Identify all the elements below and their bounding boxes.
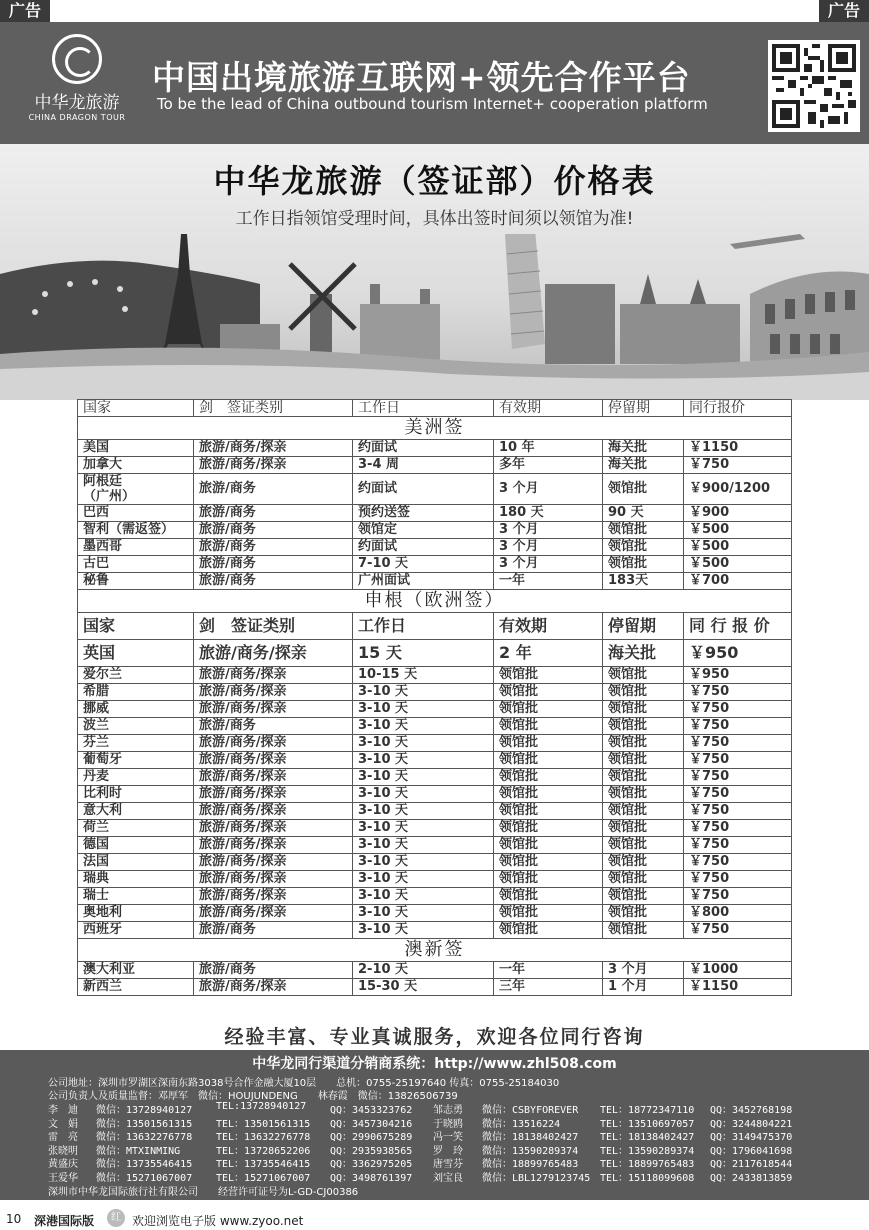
contact-name: 黄盛庆	[48, 1159, 78, 1171]
table-cell: 意大利	[78, 803, 194, 820]
table-cell: 爱尔兰	[78, 667, 194, 684]
table-cell: 一年	[494, 962, 603, 979]
contact-detail: QQ：1796041698	[710, 1145, 793, 1157]
section-title: 申根（欧洲签）	[78, 590, 792, 613]
table-row	[78, 457, 792, 474]
table-cell: 荷兰	[78, 820, 194, 837]
table-cell: 智利（需返签）	[78, 522, 194, 539]
table-cell: ￥750	[684, 718, 792, 735]
table-row	[78, 735, 792, 752]
table-cell: 领馆批	[603, 820, 684, 837]
table-cell: ￥500	[684, 539, 792, 556]
contact-detail: QQ：2990675289	[330, 1132, 413, 1144]
logo-name: 中华龙旅游	[34, 93, 120, 113]
ad-label-left: 广告	[0, 0, 50, 22]
contact-name: 雷 亮	[48, 1132, 78, 1144]
contact-detail: QQ：3244804221	[710, 1118, 793, 1130]
table-cell: 领馆批	[494, 905, 603, 922]
table-cell: ￥950	[684, 640, 792, 667]
table-cell: 领馆批	[494, 786, 603, 803]
table-row	[78, 684, 792, 701]
table-cell: 领馆批	[603, 556, 684, 573]
table-cell: 法国	[78, 854, 194, 871]
table-cell: 90 天	[603, 505, 684, 522]
table-row	[78, 505, 792, 522]
table-cell: 英国	[78, 640, 194, 667]
table-cell: 海关批	[603, 440, 684, 457]
table-header-row	[78, 400, 792, 417]
table-cell: 15 天	[353, 640, 494, 667]
table-cell: 瑞典	[78, 871, 194, 888]
table-cell: 旅游/商务/探亲	[194, 979, 353, 996]
table-row	[78, 667, 792, 684]
table-cell: 3 个月	[494, 556, 603, 573]
table-cell: 领馆批	[494, 667, 603, 684]
contact-detail: TEL：15118099608	[600, 1173, 695, 1184]
company-supervisor: 公司负责人及质量监督：邓厚军 微信：HOUJUNDENG 林春霞 微信：13826506739	[48, 1091, 458, 1102]
table-cell: ￥750	[684, 803, 792, 820]
table-cell: 180 天	[494, 505, 603, 522]
contact-name: 张晓明	[48, 1145, 78, 1157]
table-cell: 旅游/商务/探亲	[194, 640, 353, 667]
qr-code-icon	[768, 40, 860, 132]
table-cell: 旅游/商务/探亲	[194, 905, 353, 922]
contact-detail: TEL：13632276778	[216, 1132, 311, 1144]
table-cell: 领馆批	[603, 922, 684, 939]
contact-detail: TEL：13590289374	[600, 1145, 695, 1157]
contact-detail: 微信：13632276778	[96, 1132, 193, 1144]
table-cell: 国家	[78, 613, 194, 640]
page-title: 中华龙旅游（签证部）价格表	[213, 162, 656, 200]
contact-detail: QQ：2117618544	[710, 1159, 793, 1171]
table-cell: 7-10 天	[353, 556, 494, 573]
table-cell: ￥700	[684, 573, 792, 590]
table-cell: 旅游/商务	[194, 556, 353, 573]
table-cell: 希腊	[78, 684, 194, 701]
contact-detail: 微信：13735546415	[96, 1159, 193, 1171]
contact-detail: TEL：13735546415	[216, 1159, 311, 1171]
table-cell: 秘鲁	[78, 573, 194, 590]
table-cell: ￥1000	[684, 962, 792, 979]
table-cell: 旅游/商务	[194, 922, 353, 939]
table-cell: 约面试	[353, 539, 494, 556]
table-cell: 领馆批	[603, 905, 684, 922]
table-cell: 3-10 天	[353, 888, 494, 905]
table-cell: 领馆批	[603, 769, 684, 786]
table-cell: ￥750	[684, 820, 792, 837]
contact-name: 邹志勇	[433, 1105, 463, 1116]
contact-detail: QQ：2433813859	[710, 1173, 793, 1184]
table-cell: ￥750	[684, 769, 792, 786]
dragon-logo-icon	[52, 34, 102, 84]
table-row	[78, 701, 792, 718]
landmarks-illustration	[0, 234, 869, 400]
table-cell: 10 年	[494, 440, 603, 457]
table-cell: ￥750	[684, 752, 792, 769]
table-cell: 领馆批	[494, 820, 603, 837]
table-row	[78, 769, 792, 786]
table-cell: 领馆批	[603, 701, 684, 718]
table-cell: 3 个月	[494, 522, 603, 539]
contact-name: 罗 玲	[433, 1145, 463, 1157]
table-row	[78, 837, 792, 854]
contact-detail: 微信：18899765483	[482, 1159, 579, 1171]
table-cell: 加拿大	[78, 457, 194, 474]
contact-detail: QQ：3452768198	[710, 1105, 793, 1116]
table-cell: 西班牙	[78, 922, 194, 939]
contact-detail: QQ：3498761397	[330, 1173, 413, 1184]
table-cell: 旅游/商务	[194, 539, 353, 556]
table-row	[78, 786, 792, 803]
table-cell: 旅游/商务/探亲	[194, 820, 353, 837]
table-cell: 广州面试	[353, 573, 494, 590]
table-cell: ￥900	[684, 505, 792, 522]
table-cell: 奥地利	[78, 905, 194, 922]
table-cell: 旅游/商务/探亲	[194, 803, 353, 820]
table-cell: ￥750	[684, 684, 792, 701]
contact-detail: TEL：13501561315	[216, 1118, 311, 1130]
table-row	[78, 440, 792, 457]
table-cell: 3-10 天	[353, 735, 494, 752]
table-cell: ￥750	[684, 701, 792, 718]
table-cell: ￥750	[684, 854, 792, 871]
header-title-en: To be the lead of China outbound tourism Internet+ cooperation platform	[157, 95, 708, 113]
table-header-row	[78, 613, 792, 640]
table-cell: ￥750	[684, 871, 792, 888]
table-cell: 3-10 天	[353, 837, 494, 854]
table-cell: 3-10 天	[353, 718, 494, 735]
table-cell: 10-15 天	[353, 667, 494, 684]
table-cell: ￥1150	[684, 979, 792, 996]
table-cell: 预约送签	[353, 505, 494, 522]
table-cell: 3-10 天	[353, 922, 494, 939]
page-number: 10	[6, 1212, 22, 1226]
table-cell: ￥750	[684, 786, 792, 803]
contact-detail: QQ：3362975205	[330, 1159, 413, 1171]
table-cell: ￥500	[684, 522, 792, 539]
contact-name: 刘宝良	[433, 1173, 463, 1184]
table-cell: 3-10 天	[353, 684, 494, 701]
company-address: 公司地址：深圳市罗湖区深南东路3038号合作金融大厦10层 总机：0755-25197640 传真：0755-25184030	[48, 1078, 560, 1089]
contact-detail: 微信：13516224	[482, 1118, 561, 1130]
table-cell: 领馆批	[494, 803, 603, 820]
license-info: 深圳市中华龙国际旅行社有限公司 经营许可证号为L-GD-CJ00386	[48, 1187, 359, 1198]
table-cell: 瑞士	[78, 888, 194, 905]
header-title-cn: 中国出境旅游互联网+领先合作平台	[152, 58, 691, 97]
table-cell: 停留期	[603, 613, 684, 640]
table-cell: 剑 签证类别	[194, 613, 353, 640]
contact-name: 于晓鸥	[433, 1118, 463, 1130]
table-cell: 领馆批	[494, 735, 603, 752]
table-cell: 三年	[494, 979, 603, 996]
table-row	[78, 474, 792, 505]
slogan: 经验丰富、专业真诚服务，欢迎各位同行咨询	[224, 1026, 645, 1048]
contact-detail: 微信：LBL1279123745	[482, 1173, 591, 1184]
table-cell: 美国	[78, 440, 194, 457]
table-row	[78, 803, 792, 820]
contact-detail: TEL：15271067007	[216, 1173, 311, 1184]
table-cell: ￥750	[684, 735, 792, 752]
section-title: 澳新签	[78, 939, 792, 962]
table-cell: ￥750	[684, 837, 792, 854]
table-cell: 工作日	[353, 400, 494, 417]
section-title: 美洲签	[78, 417, 792, 440]
contact-detail: 微信：15271067007	[96, 1173, 193, 1184]
table-cell: 3-10 天	[353, 701, 494, 718]
page-footer-bar	[0, 1206, 869, 1230]
table-cell: 领馆定	[353, 522, 494, 539]
table-cell: 同 行 报 价	[684, 613, 792, 640]
contact-detail: TEL：18899765483	[600, 1159, 695, 1171]
table-cell: 领馆批	[494, 837, 603, 854]
table-cell: 旅游/商务	[194, 573, 353, 590]
table-row	[78, 752, 792, 769]
table-cell: 3-10 天	[353, 786, 494, 803]
table-cell: 2 年	[494, 640, 603, 667]
table-cell: 3 个月	[603, 962, 684, 979]
table-cell: 旅游/商务/探亲	[194, 684, 353, 701]
table-cell: 葡萄牙	[78, 752, 194, 769]
table-cell: 约面试	[353, 440, 494, 457]
table-cell: 比利时	[78, 786, 194, 803]
table-cell: ￥750	[684, 888, 792, 905]
table-cell: 旅游/商务/探亲	[194, 854, 353, 871]
table-cell: ￥800	[684, 905, 792, 922]
contact-name: 唐雪芬	[433, 1159, 463, 1171]
table-cell: 2-10 天	[353, 962, 494, 979]
footer	[0, 1050, 869, 1200]
section-americas	[78, 417, 792, 440]
table-cell: 领馆批	[494, 701, 603, 718]
table-cell: ￥750	[684, 457, 792, 474]
table-cell: 挪威	[78, 701, 194, 718]
table-cell: 旅游/商务/探亲	[194, 440, 353, 457]
table-cell: 领馆批	[603, 752, 684, 769]
table-cell: 约面试	[353, 474, 494, 505]
table-cell: ￥950	[684, 667, 792, 684]
section-schengen	[78, 590, 792, 613]
table-cell: 3-10 天	[353, 871, 494, 888]
table-cell: 旅游/商务	[194, 522, 353, 539]
table-cell: 领馆批	[603, 854, 684, 871]
table-cell: ￥1150	[684, 440, 792, 457]
contact-detail: 微信：13590289374	[482, 1145, 579, 1157]
table-cell: 旅游/商务/探亲	[194, 752, 353, 769]
table-cell: 3-10 天	[353, 803, 494, 820]
contact-detail: TEL：13728652206	[216, 1145, 311, 1157]
table-cell: 领馆批	[603, 786, 684, 803]
table-cell: 有效期	[494, 613, 603, 640]
table-cell: 领馆批	[603, 684, 684, 701]
table-cell: 停留期	[603, 400, 684, 417]
contact-detail: TEL：13510697057	[600, 1118, 695, 1130]
table-cell: 3-10 天	[353, 820, 494, 837]
table-cell: 3-10 天	[353, 769, 494, 786]
table-cell: 领馆批	[603, 522, 684, 539]
table-row	[78, 820, 792, 837]
table-cell: 领馆批	[494, 718, 603, 735]
table-row	[78, 573, 792, 590]
table-cell: 旅游/商务	[194, 718, 353, 735]
table-cell: 领馆批	[603, 888, 684, 905]
table-cell: 旅游/商务/探亲	[194, 837, 353, 854]
table-cell: 领馆批	[494, 854, 603, 871]
contact-detail: TEL:13728940127	[216, 1101, 307, 1112]
table-cell: 德国	[78, 837, 194, 854]
table-cell: 183天	[603, 573, 684, 590]
contact-detail: TEL：18772347110	[600, 1105, 695, 1116]
contact-name: 冯一笑	[433, 1132, 463, 1144]
table-cell: 新西兰	[78, 979, 194, 996]
table-row	[78, 522, 792, 539]
table-row	[78, 556, 792, 573]
contact-detail: 微信：18138402427	[482, 1132, 579, 1144]
table-row	[78, 888, 792, 905]
table-cell: 领馆批	[494, 888, 603, 905]
publication-name: 深港国际版	[34, 1214, 95, 1228]
company-logo	[22, 34, 132, 122]
table-cell: 澳大利亚	[78, 962, 194, 979]
table-row	[78, 854, 792, 871]
table-cell: 旅游/商务/探亲	[194, 786, 353, 803]
table-row	[78, 640, 792, 667]
table-cell: 旅游/商务/探亲	[194, 888, 353, 905]
table-cell: 一年	[494, 573, 603, 590]
welcome-text[interactable]: 欢迎浏览电子版 www.zyoo.net	[132, 1214, 304, 1228]
table-cell: 3-10 天	[353, 854, 494, 871]
page-subtitle: 工作日指领馆受理时间，具体出签时间须以领馆为准!	[235, 209, 634, 229]
table-cell: 领馆批	[494, 922, 603, 939]
table-row	[78, 922, 792, 939]
table-cell: 多年	[494, 457, 603, 474]
red-badge-icon: 红	[107, 1209, 125, 1227]
header	[0, 22, 869, 144]
table-cell: 旅游/商务/探亲	[194, 871, 353, 888]
table-cell: 旅游/商务/探亲	[194, 457, 353, 474]
visa-price-table	[77, 399, 792, 996]
banner	[0, 144, 869, 400]
table-cell: 领馆批	[603, 837, 684, 854]
table-cell: 芬兰	[78, 735, 194, 752]
table-cell: 有效期	[494, 400, 603, 417]
table-cell: 领馆批	[603, 735, 684, 752]
table-cell: 旅游/商务/探亲	[194, 735, 353, 752]
table-cell: 海关批	[603, 457, 684, 474]
table-cell: 旅游/商务	[194, 474, 353, 505]
contact-detail: TEL：18138402427	[600, 1132, 695, 1144]
table-cell: 领馆批	[603, 871, 684, 888]
table-cell: 3-4 周	[353, 457, 494, 474]
table-cell: 旅游/商务/探亲	[194, 769, 353, 786]
table-cell: 海关批	[603, 640, 684, 667]
contact-name: 文 娟	[48, 1118, 78, 1130]
table-cell: 巴西	[78, 505, 194, 522]
table-cell: 领馆批	[603, 539, 684, 556]
contact-detail: 微信：MTXINMING	[96, 1145, 181, 1157]
table-cell: 丹麦	[78, 769, 194, 786]
table-cell: 3 个月	[494, 539, 603, 556]
table-cell: 3-10 天	[353, 905, 494, 922]
contact-detail: 微信：CSBYFOREVER	[482, 1105, 579, 1116]
table-cell: 工作日	[353, 613, 494, 640]
table-cell: 同行报价	[684, 400, 792, 417]
table-row	[78, 718, 792, 735]
table-cell: 旅游/商务	[194, 962, 353, 979]
table-row	[78, 979, 792, 996]
table-cell: 领馆批	[603, 474, 684, 505]
contact-name: 王爱华	[48, 1173, 78, 1184]
table-cell: 波兰	[78, 718, 194, 735]
table-row	[78, 962, 792, 979]
table-cell: ￥900/1200	[684, 474, 792, 505]
contact-detail: QQ：3149475370	[710, 1132, 793, 1144]
table-cell: 领馆批	[603, 667, 684, 684]
distribution-website[interactable]: 中华龙同行渠道分销商系统：http://www.zhl508.com	[252, 1056, 617, 1072]
contact-detail: QQ：2935938565	[330, 1145, 413, 1157]
logo-en: CHINA DRAGON TOUR	[28, 113, 126, 122]
table-cell: 领馆批	[494, 752, 603, 769]
table-cell: 墨西哥	[78, 539, 194, 556]
contact-detail: 微信：13501561315	[96, 1118, 193, 1130]
table-cell: ￥750	[684, 922, 792, 939]
table-cell: 旅游/商务	[194, 505, 353, 522]
contact-detail: 微信：13728940127	[96, 1105, 193, 1116]
contact-name: 李 迪	[48, 1105, 78, 1116]
table-row	[78, 905, 792, 922]
table-row	[78, 871, 792, 888]
table-cell: 古巴	[78, 556, 194, 573]
table-cell: 3 个月	[494, 474, 603, 505]
ad-label-right: 广告	[819, 0, 869, 22]
table-cell: 15-30 天	[353, 979, 494, 996]
table-cell: 领馆批	[494, 871, 603, 888]
table-cell: 旅游/商务/探亲	[194, 667, 353, 684]
table-cell: 领馆批	[494, 684, 603, 701]
contact-detail: QQ：3453323762	[330, 1105, 413, 1116]
contact-detail: QQ：3457304216	[330, 1118, 413, 1130]
table-cell: 旅游/商务/探亲	[194, 701, 353, 718]
section-oceania	[78, 939, 792, 962]
table-cell: 3-10 天	[353, 752, 494, 769]
table-cell: 1 个月	[603, 979, 684, 996]
table-row	[78, 539, 792, 556]
table-cell: ￥500	[684, 556, 792, 573]
table-cell: 国家	[78, 400, 194, 417]
table-cell: 剑 签证类别	[194, 400, 353, 417]
table-cell: 领馆批	[603, 718, 684, 735]
table-cell: 阿根廷 （广州）	[78, 474, 194, 505]
table-cell: 领馆批	[603, 803, 684, 820]
table-cell: 领馆批	[494, 769, 603, 786]
